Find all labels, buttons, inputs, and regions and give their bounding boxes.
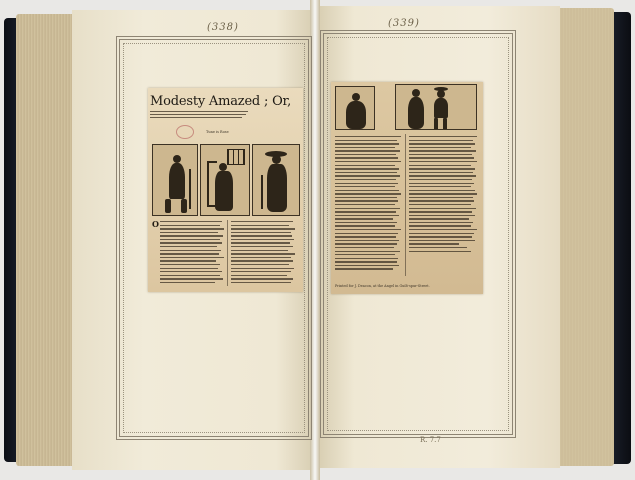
tune-line: Tune is Rose — [206, 130, 229, 134]
ballad-title: Modesty Amazed ; Or, — [150, 94, 292, 109]
woodcut-woman-seated — [200, 144, 250, 216]
woodcut-woman-with-hat — [252, 144, 300, 216]
woodcut-man-with-cane — [152, 144, 198, 216]
printer-imprint: Printed for J. Deacon, at the Angel in Guilt-spur-Street. — [335, 284, 430, 288]
left-page-edges — [16, 14, 76, 466]
woodcut-couple — [395, 84, 477, 130]
left-page-number: (338) — [207, 22, 239, 33]
verse-column-4 — [409, 136, 477, 252]
right-page-number: (339) — [388, 18, 420, 29]
left-ballad-sheet — [148, 88, 303, 292]
right-footer-mark: R. 7.7 — [420, 436, 441, 444]
ballad-subtitle-text — [150, 110, 250, 124]
verse-column-3 — [335, 136, 401, 270]
verse-column-2 — [231, 221, 295, 283]
drop-cap: O — [152, 219, 159, 229]
right-page-edges — [556, 8, 614, 466]
library-stamp — [176, 125, 194, 139]
woodcut-lady — [335, 86, 375, 130]
verse-column-1 — [160, 221, 224, 283]
right-ballad-sheet — [331, 82, 483, 294]
